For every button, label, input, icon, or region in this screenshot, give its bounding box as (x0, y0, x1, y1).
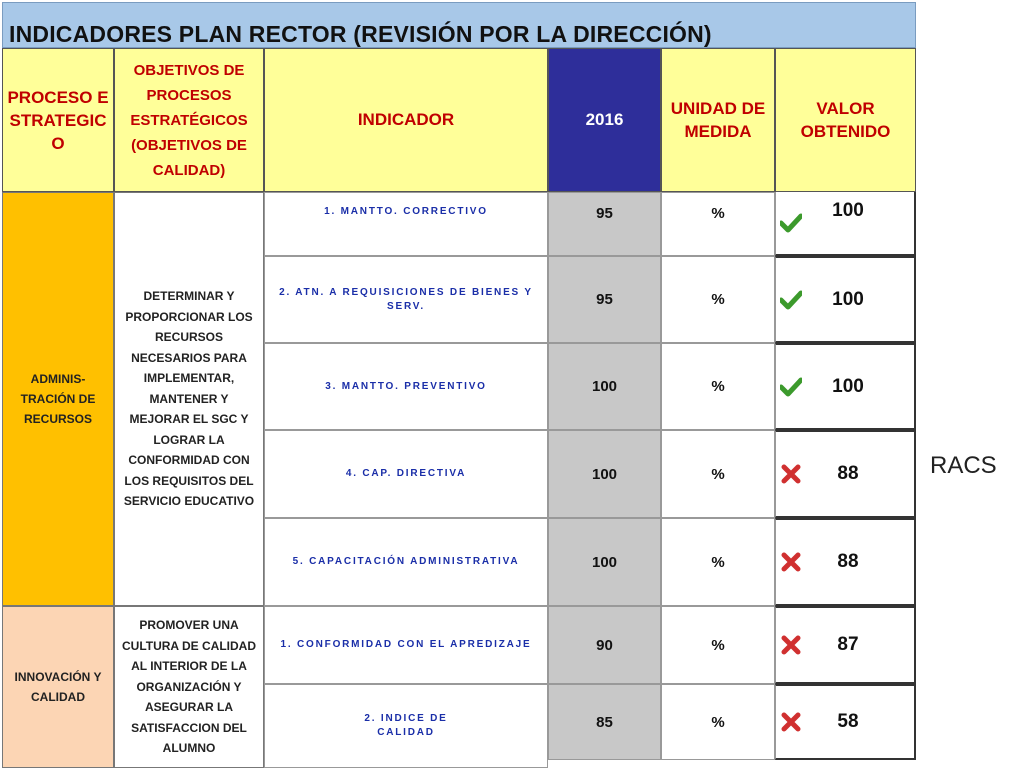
objetivo-text: DETERMINAR Y PROPORCIONAR LOS RECURSOS NECESARIOS PARA IMPLEMENTAR, MANTENER Y MEJORAR EL SGC Y LOGRAR LA CONFORMIDAD CON LOS REQUISITOS DEL SERVICIO EDUCATIVO (123, 289, 255, 509)
indicator-cell (264, 518, 548, 606)
proceso-cell-innovacion (2, 606, 114, 768)
check-icon (780, 376, 802, 398)
header-proceso (2, 48, 114, 192)
header-valor (775, 48, 916, 192)
target-value: 100 (591, 553, 618, 571)
page-title: INDICADORES PLAN RECTOR (REVISIÓN POR LA DIRECCIÓN) (9, 21, 712, 47)
check-icon (780, 289, 802, 311)
value-text: 88 (837, 551, 859, 572)
value-text: 100 (832, 375, 864, 397)
target-cell (548, 518, 661, 606)
header-objetivos-label: OBJETIVOS DE PROCESOS ESTRATÉGICOS (OBJETIVOS DE CALIDAD) (130, 61, 248, 179)
target-cell (548, 343, 661, 430)
indicator-cell (264, 343, 548, 430)
value-text: 88 (837, 463, 859, 484)
value-text: 100 (832, 288, 864, 310)
header-unidad (661, 48, 775, 192)
indicator-cell (264, 256, 548, 343)
unit-cell (661, 606, 775, 684)
proceso-cell-administracion (2, 192, 114, 606)
proceso-label: ADMINIS-TRACIÓN DE RECURSOS (20, 372, 96, 426)
unit-value: % (711, 713, 725, 731)
cross-icon (780, 711, 802, 733)
unit-value: % (711, 636, 725, 654)
value-cell (775, 606, 916, 684)
cross-icon (780, 463, 802, 485)
indicator-label: 2. INDICE DE CALIDAD (364, 713, 448, 738)
table-title-bar (2, 2, 916, 48)
target-cell (548, 684, 661, 760)
unit-value: % (711, 378, 725, 395)
value-text: 87 (837, 634, 859, 655)
unit-value: % (711, 465, 725, 483)
objetivo-cell-innovacion (114, 606, 264, 768)
value-text: 58 (837, 711, 859, 732)
proceso-label: INNOVACIÓN Y CALIDAD (14, 670, 102, 704)
side-label: RACS (930, 452, 997, 479)
unit-value: % (711, 291, 725, 308)
objetivo-text: PROMOVER UNA CULTURA DE CALIDAD AL INTERIOR DE LA ORGANIZACIÓN Y ASEGURAR LA SATISFACCION DEL ALUMNO (122, 618, 256, 756)
header-valor-label: VALOR OBTENIDO (800, 99, 891, 141)
indicator-cell (264, 192, 548, 256)
value-cell (775, 343, 916, 430)
header-unidad-label: UNIDAD DE MEDIDA (670, 99, 766, 141)
target-cell (548, 192, 661, 256)
unit-value: % (711, 553, 725, 571)
unit-cell (661, 684, 775, 760)
unit-cell (661, 256, 775, 343)
target-cell (548, 256, 661, 343)
unit-cell (661, 192, 775, 256)
target-value: 85 (596, 713, 613, 731)
value-text: 100 (832, 200, 864, 221)
unit-cell (661, 343, 775, 430)
indicator-label: 5. CAPACITACIÓN ADMINISTRATIVA (292, 556, 520, 567)
header-proceso-label: PROCESO ESTRATEGICO (7, 87, 109, 153)
target-cell (548, 606, 661, 684)
value-cell (775, 684, 916, 760)
cross-icon (780, 634, 802, 656)
value-cell (775, 192, 916, 256)
header-year-label: 2016 (585, 110, 624, 129)
value-cell (775, 256, 916, 343)
header-year (548, 48, 661, 192)
unit-value: % (711, 205, 725, 222)
unit-cell (661, 430, 775, 518)
indicator-label: 2. ATN. A REQUISICIONES DE BIENES Y SERV. (279, 286, 533, 312)
unit-cell (661, 518, 775, 606)
target-cell (548, 430, 661, 518)
target-value: 95 (596, 291, 613, 308)
header-indicador (264, 48, 548, 192)
indicator-label: 3. MANTTO. PREVENTIVO (325, 380, 487, 392)
indicator-label: 1. MANTTO. CORRECTIVO (324, 206, 488, 217)
target-value: 100 (591, 378, 618, 395)
value-cell (775, 518, 916, 606)
target-value: 90 (596, 636, 613, 654)
indicator-label: 4. CAP. DIRECTIVA (345, 468, 467, 479)
check-icon (780, 212, 802, 234)
indicator-label: 1. CONFORMIDAD CON EL APREDIZAJE (280, 639, 532, 650)
target-value: 95 (596, 205, 613, 222)
value-cell (775, 430, 916, 518)
header-objetivos (114, 48, 264, 192)
objetivo-cell-administracion (114, 192, 264, 606)
target-value: 100 (591, 465, 618, 483)
cross-icon (780, 551, 802, 573)
indicator-cell (264, 606, 548, 684)
indicator-cell (264, 684, 548, 768)
header-indicador-label: INDICADOR (357, 110, 455, 129)
indicator-cell (264, 430, 548, 518)
